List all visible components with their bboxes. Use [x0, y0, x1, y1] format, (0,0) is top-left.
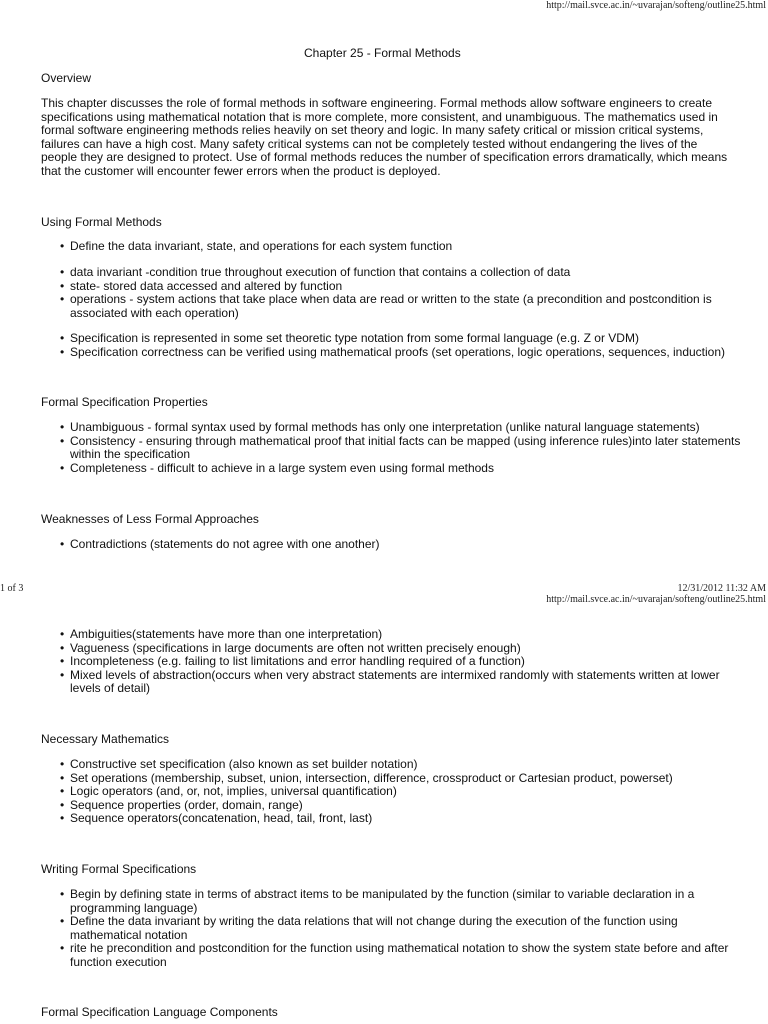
bullet-icon: •	[60, 887, 65, 901]
list-item: • Set operations (membership, subset, union, intersection, difference, crossproduct or Cartesian product, powerset)	[60, 770, 673, 785]
bullet-icon: •	[60, 344, 65, 359]
bullet-icon: •	[60, 811, 65, 825]
bullet-icon: •	[60, 654, 65, 668]
list-item: • Specification correctness can be verified using mathematical proofs (set operations, logic operations, sequences, induction)	[60, 344, 726, 359]
list-item: • Specification is represented in some set theoretic type notation from some formal language (e.g. Z or VDM)	[60, 331, 639, 345]
bullet-icon: •	[60, 239, 65, 253]
list-item: • Vagueness (specifications in large documents are often not written precisely enough)	[60, 640, 521, 655]
writing-list	[41, 888, 750, 969]
using-list-a	[41, 240, 750, 254]
using-list-b	[41, 266, 750, 320]
page-title: Chapter 25 - Formal Methods	[304, 46, 461, 60]
bullet-icon: •	[60, 292, 65, 306]
weaknesses-list	[41, 538, 750, 552]
bullet-icon: •	[60, 331, 65, 345]
bullet-icon: •	[60, 537, 65, 551]
list-item: • rite he precondition and postcondition for the function using mathematical notation to show the system state before and after function execution	[60, 941, 729, 969]
list-item: • operations - system actions that take place when data are read or written to the state (a precondition and postcondition is associated with each operation)	[60, 292, 712, 320]
using-list-c	[41, 332, 750, 359]
overview-paragraph: This chapter discusses the role of formal methods in software engineering. Formal methods allow software engineers to create specifications using mathematical notation that is more complete, more consistent, and unambiguous. The mathematics used in formal software engineering methods relies heavily on set theory and logic. In many safety critical or mission critical systems, failures can have a high cost. Many safety critical systems can not be completely tested without endangering the lives of the people they are designed to protect. Use of formal methods reduces the number of specification errors dramatically, which means that the customer will encounter fewer errors when the product is deployed.	[41, 96, 728, 178]
using-formal-methods-heading: Using Formal Methods	[41, 215, 162, 229]
list-item: • Define the data invariant by writing the data relations that will not change during the execution of the function using mathematical notation	[60, 914, 678, 942]
mathematics-heading: Necessary Mathematics	[41, 732, 170, 746]
list-item: • Logic operators (and, or, not, implies, universal quantification)	[60, 784, 397, 798]
list-item: • Contradictions (statements do not agree with one another)	[60, 537, 380, 551]
list-item: • Unambiguous - formal syntax used by formal methods has only one interpretation (unlike natural language statements)	[60, 420, 700, 434]
list-item: • Sequence properties (order, domain, range)	[60, 797, 303, 812]
bullet-icon: •	[60, 278, 65, 293]
list-item: • Incompleteness (e.g. failing to list limitations and error handling required of a function)	[60, 654, 525, 668]
bullet-icon: •	[60, 627, 65, 641]
print-datetime: 12/31/2012 11:32 AM	[677, 583, 766, 594]
bullet-icon: •	[60, 784, 65, 798]
properties-heading: Formal Specification Properties	[41, 395, 208, 409]
language-components-heading: Formal Specification Language Components	[41, 1005, 278, 1019]
bullet-icon: •	[60, 460, 65, 475]
weaknesses-heading: Weaknesses of Less Formal Approaches	[41, 512, 259, 526]
weaknesses-list-continued	[41, 628, 750, 696]
list-item: • Completeness - difficult to achieve in a large system even using formal methods	[60, 460, 494, 475]
list-item: • Ambiguities(statements have more than one interpretation)	[60, 627, 383, 641]
bullet-icon: •	[60, 797, 65, 812]
page-url-2: http://mail.svce.ac.in/~uvarajan/softeng/outline25.html	[546, 594, 766, 605]
list-item: • Begin by defining state in terms of abstract items to be manipulated by the function (similar to variable declaration in a programming language)	[60, 887, 695, 915]
bullet-icon: •	[60, 640, 65, 655]
bullet-icon: •	[60, 757, 65, 771]
bullet-icon: •	[60, 433, 65, 448]
bullet-icon: •	[60, 941, 65, 955]
writing-heading: Writing Formal Specifications	[41, 862, 197, 876]
list-item: • Constructive set specification (also known as set builder notation)	[60, 757, 418, 771]
list-item: • data invariant -condition true throughout execution of function that contains a collection of data	[60, 265, 571, 279]
bullet-icon: •	[60, 420, 65, 434]
list-item: • Define the data invariant, state, and operations for each system function	[60, 239, 453, 253]
list-item: • Mixed levels of abstraction(occurs when very abstract statements are intermixed randomly with statements written at lower levels of detail)	[60, 667, 720, 695]
page-url: http://mail.svce.ac.in/~uvarajan/softeng/outline25.html	[546, 0, 766, 11]
properties-list	[41, 421, 750, 475]
mathematics-list	[41, 758, 750, 826]
list-item: • state- stored data accessed and altered by function	[60, 278, 343, 293]
bullet-icon: •	[60, 914, 65, 928]
bullet-icon: •	[60, 265, 65, 279]
overview-heading: Overview	[41, 71, 92, 85]
list-item: • Consistency - ensuring through mathematical proof that initial facts can be mapped (using inference rules)into later statements within the specification	[60, 433, 741, 461]
list-item: • Sequence operators(concatenation, head, tail, front, last)	[60, 811, 373, 825]
bullet-icon: •	[60, 770, 65, 785]
bullet-icon: •	[60, 667, 65, 682]
page-number: 1 of 3	[0, 583, 24, 594]
